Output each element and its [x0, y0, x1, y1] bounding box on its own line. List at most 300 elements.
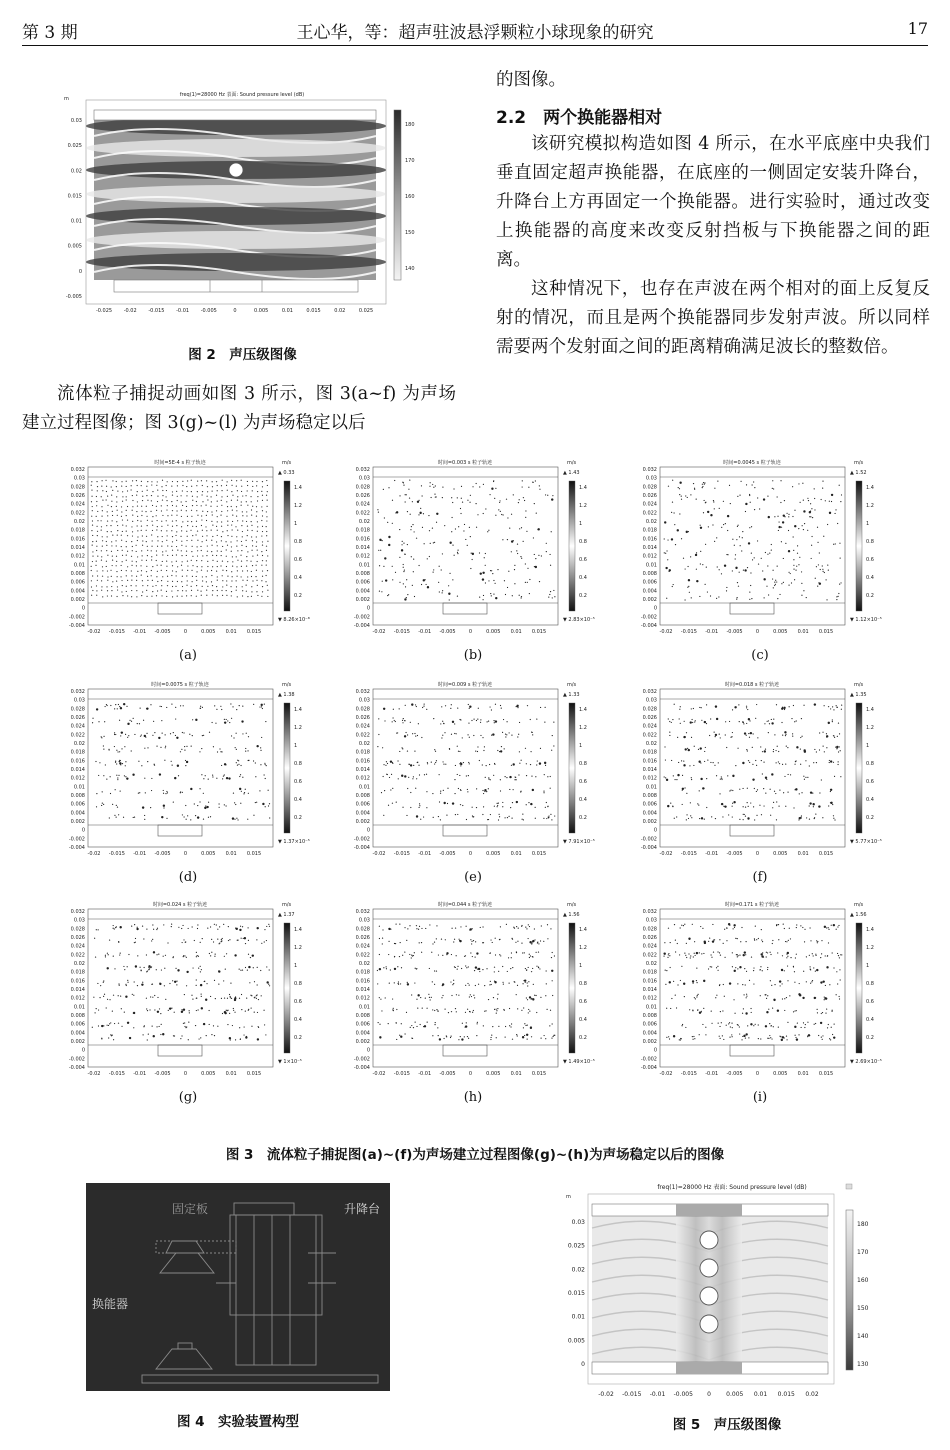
- fig5-x-tick: -0.015: [622, 1391, 642, 1398]
- fig3-y-tick: 0.004: [642, 588, 657, 595]
- fig2-x-tick: 0: [233, 308, 237, 314]
- fig2-x-tick: 0.025: [358, 308, 374, 314]
- fig3-y-tick: 0.018: [355, 527, 370, 534]
- colorbar-min: ▼ 1.49×10⁻⁵: [563, 1059, 595, 1065]
- fig2-colorbar: [394, 110, 401, 280]
- right-paragraph-1: 该研究模拟构造如图 4 所示，在水平底座中央我们垂直固定超声换能器，在底座的一侧固定安装升降台，升降台上方再固定一个换能器。进行实验时，通过改变上换能器的高度来改变反射挡板与下换能器之间的距离。: [496, 134, 930, 270]
- fig3-y-tick: 0.006: [70, 801, 85, 808]
- fig3-y-tick: 0.032: [355, 467, 370, 473]
- fig5-unit: m: [566, 1194, 571, 1200]
- fig3-y-tick: -0.004: [640, 1065, 657, 1071]
- fig3-y-tick: 0.014: [70, 767, 85, 773]
- fig5-y-tick: 0.01: [571, 1313, 585, 1321]
- fig3-y-tick: 0.028: [642, 706, 657, 713]
- fig3-y-tick: 0.026: [642, 493, 657, 499]
- fig3-y-tick: 0: [81, 605, 85, 612]
- fig3-y-tick: 0.012: [70, 775, 85, 782]
- fig3-y-tick: 0.008: [355, 571, 370, 577]
- fig3-colorbar-tick: 1.2: [579, 945, 587, 951]
- figure-3-plot: [345, 897, 600, 1082]
- fig3-y-tick: 0.03: [645, 697, 657, 704]
- fig3-colorbar-tick: 0.6: [579, 999, 587, 1005]
- fig3-colorbar-tick: 1: [866, 963, 870, 969]
- fig3-colorbar-tick: 0.8: [866, 539, 874, 545]
- fig3-y-tick: 0.026: [355, 715, 370, 721]
- fig3-colorbar-tick: 0.2: [866, 815, 874, 821]
- fig3-y-tick: 0.016: [642, 758, 657, 765]
- fig3-x-tick: 0.005: [773, 629, 788, 635]
- fig3-y-tick: 0.014: [355, 767, 370, 773]
- fig3-x-tick: -0.02: [87, 1071, 101, 1077]
- figure-3-panel: [632, 897, 887, 1082]
- figure-3-plot: [632, 455, 887, 640]
- fig3-colorbar-tick: 0.4: [579, 797, 587, 803]
- fig3-x-tick: -0.015: [680, 1071, 697, 1077]
- fig2-x-tick: -0.02: [123, 308, 137, 314]
- fig3-x-tick: -0.015: [393, 629, 410, 635]
- fig3-y-tick: 0: [81, 827, 85, 834]
- fig3-y-tick: 0.03: [73, 917, 85, 924]
- fig3-y-tick: 0: [653, 1047, 657, 1054]
- fig3-x-tick: -0.01: [133, 1071, 147, 1077]
- fig3-colorbar-tick: 0.8: [579, 761, 587, 767]
- colorbar-max: ▲ 1.56: [563, 912, 580, 918]
- fig3-y-tick: 0.014: [642, 987, 657, 993]
- fig3-y-tick: 0.03: [358, 697, 370, 704]
- colorbar-min: ▼ 2.69×10⁻⁵: [850, 1059, 882, 1065]
- fig3-y-tick: 0.016: [642, 536, 657, 543]
- fig3-x-tick: 0.01: [797, 851, 809, 857]
- fig3-y-tick: 0.018: [642, 969, 657, 976]
- fig3-x-tick: 0: [183, 629, 188, 635]
- fig3-y-tick: 0.026: [70, 935, 85, 941]
- fig3-y-tick: 0.026: [70, 715, 85, 721]
- fig3-x-tick: 0.015: [818, 851, 834, 857]
- fig3-x-tick: 0.01: [225, 1071, 237, 1077]
- fig5-x-tick: 0.015: [777, 1391, 795, 1398]
- fig2-y-tick: 0.02: [70, 168, 82, 175]
- fig3-x-tick: -0.015: [108, 851, 125, 857]
- panel-label: (f): [752, 870, 768, 885]
- fig5-colorbar-tick: 160: [857, 1277, 869, 1284]
- fig5-x-tick: -0.02: [598, 1391, 614, 1398]
- fig3-colorbar-tick: 0.6: [866, 779, 874, 785]
- fig3-x-tick: 0.005: [201, 1071, 216, 1077]
- fig3-colorbar-tick: 0.8: [294, 539, 302, 545]
- fig3-colorbar-tick: 1.4: [294, 485, 302, 491]
- fig3-y-tick: 0.026: [70, 493, 85, 499]
- fig3-y-tick: 0.02: [358, 961, 370, 967]
- fig3-x-tick: -0.01: [133, 629, 147, 635]
- fig3-y-tick: -0.002: [353, 836, 370, 843]
- fig3-y-tick: 0.02: [73, 961, 85, 967]
- fig3-y-tick: 0.016: [70, 536, 85, 543]
- fig3-colorbar-tick: 0.6: [294, 557, 302, 563]
- fig3-colorbar-tick: 0.6: [866, 557, 874, 563]
- colorbar-unit: m/s: [854, 902, 864, 908]
- colorbar-max: ▲ 1.38: [278, 692, 295, 698]
- colorbar-unit: m/s: [282, 682, 292, 688]
- fig3-y-tick: 0.018: [355, 969, 370, 976]
- fig3-y-tick: 0.026: [355, 935, 370, 941]
- fig3-x-tick: 0.015: [531, 851, 547, 857]
- fig5-x-tick: -0.005: [673, 1391, 693, 1398]
- panel-title: 时间=0.009 s 粒子轨迹: [437, 682, 493, 688]
- fig3-y-tick: 0.03: [73, 697, 85, 704]
- panel-label: (g): [178, 1090, 198, 1105]
- fig3-y-tick: 0.002: [355, 819, 370, 825]
- fig3-colorbar-tick: 1: [579, 743, 583, 749]
- fig3-y-tick: -0.004: [353, 1065, 370, 1071]
- fig5-y-tick: 0.02: [571, 1266, 585, 1274]
- fig3-y-tick: 0.008: [70, 793, 85, 799]
- fig3-y-tick: 0.014: [642, 767, 657, 773]
- figure-3-plot: [632, 897, 887, 1082]
- fig3-x-tick: 0.005: [486, 1071, 501, 1077]
- fig3-y-tick: 0.024: [70, 501, 85, 508]
- fig3-y-tick: 0.024: [70, 943, 85, 950]
- fig3-x-tick: -0.01: [418, 851, 432, 857]
- fig3-y-tick: 0.002: [642, 819, 657, 825]
- fig3-y-tick: 0.028: [70, 484, 85, 491]
- fig3-colorbar-tick: 1.2: [294, 503, 302, 509]
- figure-5-caption: 图 5 声压级图像: [672, 1417, 782, 1433]
- fig3-colorbar-tick: 1: [294, 521, 298, 527]
- fig3-y-tick: 0.006: [70, 1021, 85, 1028]
- fig2-y-tick: 0: [78, 268, 82, 275]
- levitated-particle: [700, 1287, 718, 1305]
- fig3-x-tick: -0.02: [372, 1071, 386, 1077]
- fig3-y-tick: 0.026: [355, 493, 370, 499]
- fig3-y-tick: 0.032: [355, 909, 370, 915]
- fig3-colorbar-tick: 1: [294, 743, 298, 749]
- fig3-colorbar-tick: 0.2: [579, 815, 587, 821]
- figure-3-panel: [345, 897, 600, 1082]
- fig3-y-tick: -0.004: [68, 1065, 85, 1071]
- fig3-colorbar-tick: 0.4: [866, 575, 874, 581]
- fig3-colorbar-tick: 1.4: [579, 927, 587, 933]
- fig2-unit: m: [64, 96, 69, 102]
- panel-label: (i): [752, 1090, 768, 1105]
- fig3-y-tick: 0.03: [73, 475, 85, 482]
- colorbar-max: ▲ 1.52: [850, 470, 867, 476]
- fig3-y-tick: 0.008: [642, 571, 657, 577]
- fig3-y-tick: 0.002: [355, 1039, 370, 1045]
- fig3-y-tick: 0.032: [70, 689, 85, 695]
- panel-label: (c): [751, 648, 769, 663]
- fig3-x-tick: -0.01: [133, 851, 147, 857]
- fig3-y-tick: 0.028: [355, 926, 370, 933]
- colorbar-min: ▼ 2.83×10⁻⁵: [563, 617, 595, 623]
- fig3-x-tick: 0.01: [510, 1071, 522, 1077]
- levitated-particle: [700, 1231, 718, 1249]
- fig3-y-tick: 0.006: [642, 579, 657, 586]
- colorbar-unit: m/s: [282, 902, 292, 908]
- fig3-x-tick: 0.01: [510, 851, 522, 857]
- colorbar-max: ▲ 1.33: [563, 692, 580, 698]
- fig3-colorbar-tick: 1.4: [866, 485, 874, 491]
- fig3-y-tick: 0.01: [358, 784, 370, 791]
- fig3-colorbar-tick: 0.4: [866, 797, 874, 803]
- fig3-colorbar-tick: 1.4: [294, 927, 302, 933]
- figure-3-panel: [60, 897, 315, 1082]
- fig3-colorbar-tick: 0.8: [866, 981, 874, 987]
- fig3-x-tick: 0: [183, 1071, 188, 1077]
- fig3-colorbar-tick: 0.8: [579, 539, 587, 545]
- fig3-y-tick: 0.022: [70, 952, 85, 959]
- fig3-x-tick: 0: [468, 851, 473, 857]
- levitated-particle: [700, 1315, 718, 1333]
- fig3-x-tick: 0.005: [201, 629, 216, 635]
- section-2-2-heading: 2.2 两个换能器相对: [496, 108, 663, 128]
- fig3-y-tick: -0.004: [640, 845, 657, 851]
- colorbar-max: ▲ 1.43: [563, 470, 580, 476]
- fig2-x-tick: 0.02: [334, 308, 346, 314]
- fig3-y-tick: 0.012: [642, 553, 657, 560]
- fig2-x-tick: -0.01: [176, 308, 190, 314]
- fig3-y-tick: -0.002: [640, 614, 657, 621]
- fig3-x-tick: 0.01: [797, 629, 809, 635]
- figure-3-panel: [632, 677, 887, 862]
- fig3-y-tick: 0.012: [355, 553, 370, 560]
- page-header: [22, 16, 928, 46]
- panel-title: 时间=0.018 s 粒子轨迹: [724, 682, 780, 688]
- fig3-x-tick: 0.015: [246, 1071, 262, 1077]
- fig5-y-tick: 0.005: [567, 1337, 585, 1345]
- fig3-colorbar-tick: 0.8: [866, 761, 874, 767]
- fig2-x-tick: 0.005: [254, 308, 269, 314]
- fig3-y-tick: 0.028: [70, 926, 85, 933]
- fig3-y-tick: 0.01: [645, 784, 657, 791]
- figure-3-plot: [345, 455, 600, 640]
- fig3-y-tick: 0.012: [355, 775, 370, 782]
- fig3-x-tick: -0.015: [680, 851, 697, 857]
- fig3-y-tick: 0.024: [642, 943, 657, 950]
- left-paragraph: [22, 380, 456, 438]
- fig3-y-tick: -0.002: [640, 836, 657, 843]
- colorbar-min: ▼ 8.26×10⁻⁸: [278, 617, 310, 623]
- fig3-y-tick: 0.004: [70, 588, 85, 595]
- fig3-x-tick: -0.005: [726, 851, 743, 857]
- fig3-x-tick: -0.015: [680, 629, 697, 635]
- fig3-y-tick: 0.022: [355, 952, 370, 959]
- fig3-y-tick: 0.01: [73, 562, 85, 569]
- issue-label: 第 3 期: [22, 23, 78, 43]
- fig3-y-tick: 0.008: [70, 1013, 85, 1019]
- panel-title: 时间=0.0075 s 粒子轨迹: [151, 682, 209, 688]
- fig3-x-tick: -0.02: [659, 1071, 673, 1077]
- fig3-x-tick: 0.01: [510, 629, 522, 635]
- fig3-x-tick: 0.005: [486, 629, 501, 635]
- colorbar-max: ▲ 1.56: [850, 912, 867, 918]
- fig3-y-tick: 0.018: [70, 527, 85, 534]
- fig3-y-tick: 0.02: [645, 741, 657, 747]
- fig3-y-tick: 0: [653, 827, 657, 834]
- label-lift-platform: 升降台: [344, 1202, 381, 1216]
- fig3-y-tick: 0.016: [70, 978, 85, 985]
- fig3-colorbar-tick: 0.6: [294, 999, 302, 1005]
- fig3-y-tick: 0.03: [358, 917, 370, 924]
- label-fixed-plate: 固定板: [172, 1202, 209, 1216]
- fig3-y-tick: 0.006: [355, 801, 370, 808]
- fig3-x-tick: 0.01: [225, 629, 237, 635]
- figure-3-panel: [60, 677, 315, 862]
- fig3-colorbar-tick: 0.2: [579, 1035, 587, 1041]
- fig3-x-tick: 0.01: [225, 851, 237, 857]
- fig3-y-tick: 0.03: [358, 475, 370, 482]
- fig3-x-tick: -0.005: [154, 1071, 171, 1077]
- fig3-colorbar-tick: 0.2: [866, 593, 874, 599]
- fig3-colorbar-tick: 1.2: [866, 503, 874, 509]
- fig3-colorbar-tick: 0.6: [294, 779, 302, 785]
- fig2-x-tick: -0.025: [95, 308, 113, 314]
- fig3-y-tick: 0.008: [642, 1013, 657, 1019]
- fig3-y-tick: 0.016: [355, 758, 370, 765]
- colorbar-unit: m/s: [567, 902, 577, 908]
- figure-3-plot: [632, 677, 887, 862]
- fig3-y-tick: 0.008: [642, 793, 657, 799]
- fig2-colorbar-tick: 140: [405, 266, 415, 272]
- fig3-y-tick: 0.03: [645, 917, 657, 924]
- fig3-colorbar-tick: 0.6: [866, 999, 874, 1005]
- colorbar-max: ▲ 1.37: [278, 912, 295, 918]
- fig3-y-tick: 0.016: [355, 536, 370, 543]
- fig3-y-tick: 0.012: [70, 995, 85, 1002]
- figure-4-caption: 图 4 实验装置构型: [176, 1414, 300, 1430]
- fig3-colorbar: [856, 481, 862, 611]
- fig3-y-tick: 0.016: [70, 758, 85, 765]
- fig3-y-tick: 0.012: [642, 775, 657, 782]
- fig3-colorbar-tick: 1.2: [579, 503, 587, 509]
- colorbar-min: ▼ 1.37×10⁻⁵: [278, 839, 310, 845]
- fig3-y-tick: 0.014: [70, 545, 85, 551]
- fig3-y-tick: 0.022: [642, 732, 657, 739]
- figure-2-plot: [60, 86, 425, 326]
- fig3-x-tick: -0.005: [439, 851, 456, 857]
- fig3-y-tick: 0.016: [355, 978, 370, 985]
- fig3-colorbar-tick: 1: [866, 521, 870, 527]
- fig3-y-tick: 0.022: [70, 732, 85, 739]
- fig3-colorbar-tick: 1.4: [579, 485, 587, 491]
- fig2-y-tick: 0.005: [67, 243, 82, 250]
- fig3-y-tick: 0.022: [70, 510, 85, 517]
- fig3-y-tick: 0.01: [358, 1004, 370, 1011]
- fig3-y-tick: 0.01: [73, 784, 85, 791]
- fig3-colorbar-tick: 0.2: [294, 593, 302, 599]
- fig3-x-tick: -0.005: [726, 1071, 743, 1077]
- fig3-x-tick: -0.015: [108, 1071, 125, 1077]
- right-continuation: [496, 66, 930, 95]
- fig3-x-tick: 0: [755, 1071, 760, 1077]
- levitated-particle: [229, 163, 243, 177]
- fig3-x-tick: 0.015: [818, 1071, 834, 1077]
- fig3-colorbar-tick: 0.4: [866, 1017, 874, 1023]
- fig3-colorbar-tick: 0.8: [294, 761, 302, 767]
- fig3-y-tick: 0.028: [355, 484, 370, 491]
- fig3-x-tick: -0.015: [393, 1071, 410, 1077]
- fig3-colorbar-tick: 1: [866, 743, 870, 749]
- fig3-colorbar: [569, 923, 575, 1053]
- fig3-x-tick: -0.01: [418, 1071, 432, 1077]
- fig2-x-tick: -0.005: [200, 308, 217, 314]
- fig3-colorbar-tick: 0.4: [579, 575, 587, 581]
- fig3-colorbar-tick: 0.4: [294, 797, 302, 803]
- fig3-x-tick: -0.01: [705, 1071, 719, 1077]
- fig3-x-tick: -0.02: [372, 851, 386, 857]
- fig3-y-tick: -0.002: [353, 1056, 370, 1063]
- panel-title: 时间=0.0045 s 粒子轨迹: [723, 460, 781, 466]
- fig3-y-tick: 0.022: [642, 952, 657, 959]
- fig3-colorbar-tick: 0.2: [294, 815, 302, 821]
- fig3-y-tick: 0.032: [355, 689, 370, 695]
- fig3-y-tick: 0.01: [73, 1004, 85, 1011]
- fig3-y-tick: 0.024: [355, 723, 370, 730]
- fig3-y-tick: 0.014: [70, 987, 85, 993]
- fig3-colorbar-tick: 1: [294, 963, 298, 969]
- fig3-y-tick: 0.028: [70, 706, 85, 713]
- fig3-x-tick: -0.015: [108, 629, 125, 635]
- fig2-plot-title: freq(1)=28000 Hz 表面: Sound pressure level (dB): [179, 92, 305, 98]
- fig3-colorbar-tick: 0.2: [866, 1035, 874, 1041]
- fig3-y-tick: 0.014: [355, 987, 370, 993]
- fig3-y-tick: 0.004: [355, 588, 370, 595]
- fig3-y-tick: -0.002: [68, 836, 85, 843]
- fig3-y-tick: -0.002: [640, 1056, 657, 1063]
- fig3-y-tick: -0.004: [353, 845, 370, 851]
- fig3-colorbar-tick: 0.4: [294, 1017, 302, 1023]
- fig5-x-tick: 0.01: [753, 1391, 768, 1398]
- panel-label: (d): [178, 870, 198, 885]
- fig3-y-tick: -0.002: [68, 614, 85, 621]
- panel-title: 时间=0.003 s 粒子轨迹: [437, 460, 493, 466]
- left-paragraph-text: 流体粒子捕捉动画如图 3 所示，图 3(a~f) 为声场建立过程图像；图 3(g)~(l) 为声场稳定以后: [22, 384, 456, 433]
- fig3-colorbar-tick: 1.2: [579, 725, 587, 731]
- fig3-y-tick: 0.02: [73, 519, 85, 525]
- figure-3-panel: [632, 455, 887, 640]
- fig2-colorbar-tick: 160: [405, 194, 415, 200]
- fig3-x-tick: -0.02: [372, 629, 386, 635]
- fig3-y-tick: 0.014: [355, 545, 370, 551]
- figure-2-caption: 图 2 声压级图像: [188, 347, 297, 363]
- right-paragraphs: [496, 130, 930, 362]
- fig3-colorbar-tick: 1.2: [866, 725, 874, 731]
- figure-3-panel: [345, 455, 600, 640]
- fig3-colorbar-tick: 0.4: [579, 1017, 587, 1023]
- fig5-colorbar-tick: 130: [857, 1361, 869, 1368]
- fig3-y-tick: -0.004: [640, 623, 657, 629]
- fig5-colorbar-tick: 170: [857, 1249, 869, 1256]
- fig3-colorbar-tick: 0.2: [579, 593, 587, 599]
- fig5-y-tick: 0.025: [567, 1242, 585, 1250]
- fig3-y-tick: 0.002: [642, 597, 657, 603]
- fig3-x-tick: 0: [468, 1071, 473, 1077]
- fig3-colorbar-tick: 1.4: [866, 927, 874, 933]
- fig3-x-tick: -0.01: [705, 851, 719, 857]
- fig3-y-tick: 0.006: [355, 579, 370, 586]
- fig3-y-tick: 0.032: [70, 909, 85, 915]
- fig2-colorbar-tick: 170: [405, 158, 415, 164]
- fig3-colorbar-tick: 0.2: [294, 1035, 302, 1041]
- fig3-x-tick: 0: [468, 629, 473, 635]
- fig3-colorbar-tick: 1.4: [294, 707, 302, 713]
- fig3-y-tick: 0.02: [645, 961, 657, 967]
- fig5-colorbar: [846, 1210, 853, 1370]
- fig3-x-tick: 0.005: [486, 851, 501, 857]
- fig3-x-tick: -0.01: [705, 629, 719, 635]
- fig3-x-tick: 0.01: [797, 1071, 809, 1077]
- fig3-colorbar-tick: 0.6: [579, 557, 587, 563]
- fig3-y-tick: 0.004: [355, 810, 370, 817]
